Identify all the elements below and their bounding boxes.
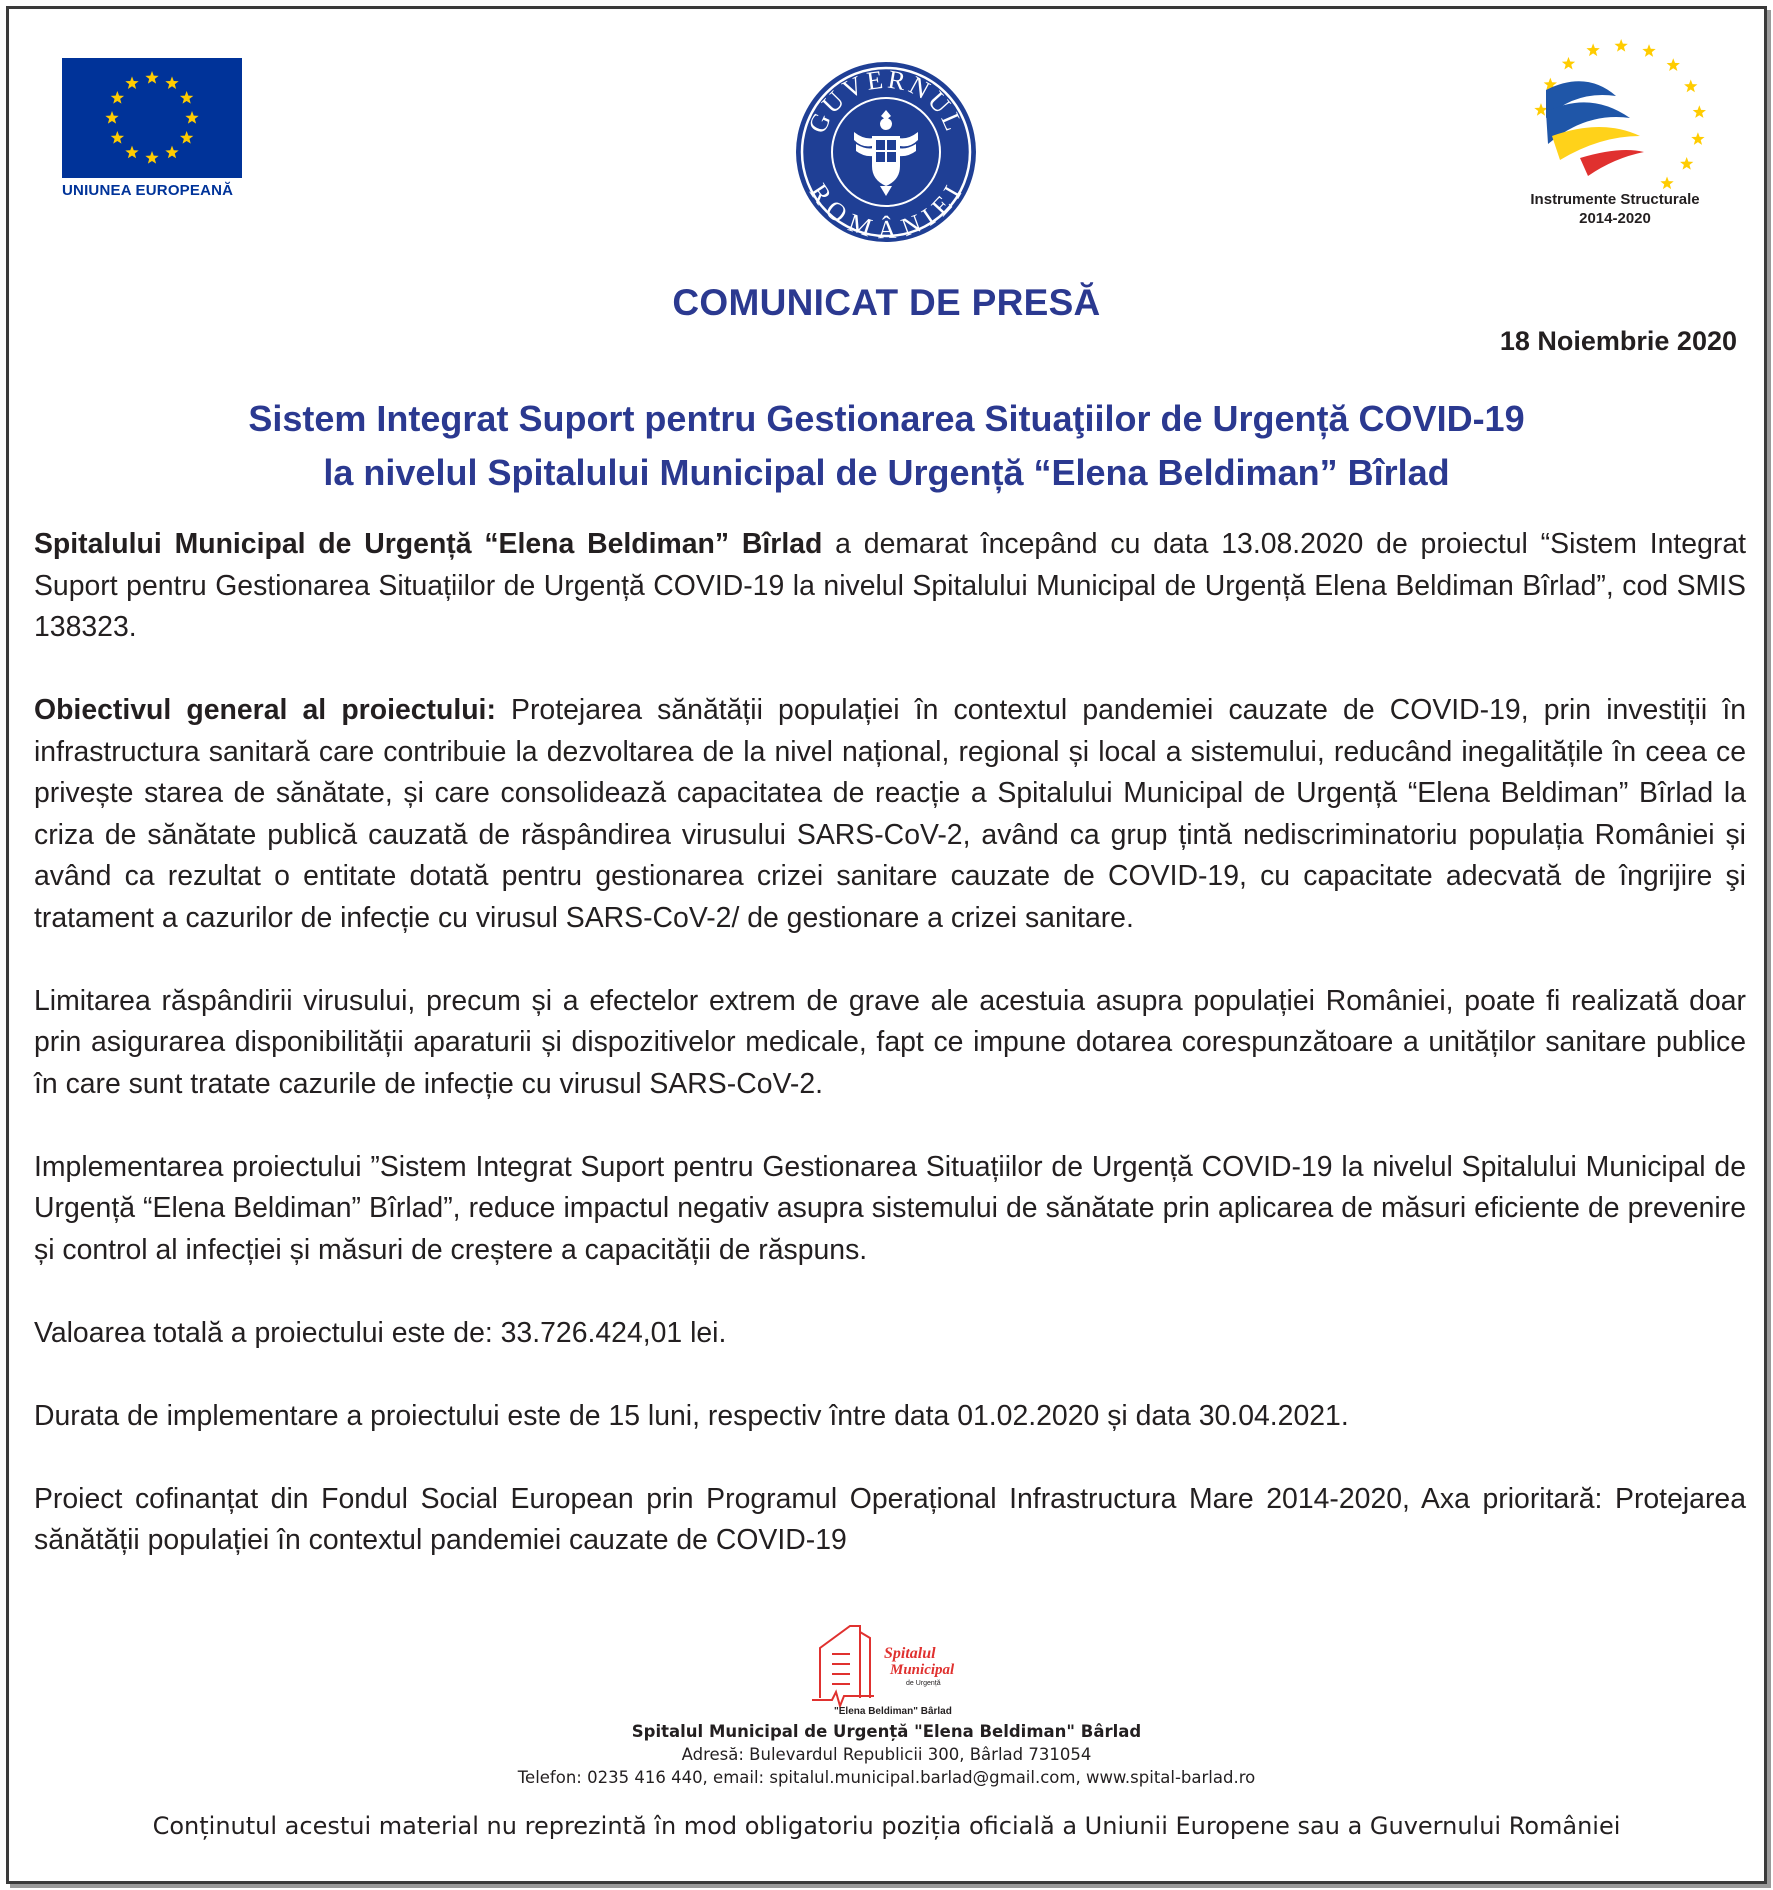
eu-star-icon bbox=[125, 76, 138, 89]
intro-text: a demarat începând cu data 13.08.2020 de proiectul “Sistem Integrat Suport pentru Gestionarea Situațiilor de Urgență COVID-19 la nivelul Spitalului Municipal de Urgență Elena Beldiman Bîrlad”, cod SMIS 138323. bbox=[34, 528, 1746, 643]
hospital-building-icon bbox=[812, 1618, 962, 1718]
is-label-line1: Instrumente Structurale bbox=[1530, 191, 1700, 208]
hospital-logo-name: "Elena Beldiman" Bârlad bbox=[834, 1706, 952, 1717]
paragraph-limitation: Limitarea răspândirii virusului, precum și a efectelor extrem de grave ale acestuia asupra populației României, poate fi realizată doar prin asigurarea disponibilității aparaturii și dispozitivelor medicale, fapt ce impune dotarea corespunzătoare a unităților sanitare publice în care sunt tratate cazurile de infecție cu virusul SARS-CoV-2. bbox=[34, 984, 1746, 1100]
seal-text-top: GUVERNUL bbox=[802, 64, 970, 138]
contact-address: Adresă: Bulevardul Republicii 300, Bârlad 731054 bbox=[681, 1745, 1092, 1764]
contact-phone-email: Telefon: 0235 416 440, email: spitalul.municipal.barlad@gmail.com, www.spital-barlad.ro bbox=[517, 1768, 1256, 1787]
eu-star-icon bbox=[180, 91, 193, 104]
intro-bold: Spitalului Municipal de Urgență “Elena Beldiman” Bîrlad bbox=[34, 528, 823, 560]
objective-text: Protejarea sănătății populației în contextul pandemiei cauzate de COVID-19, prin investiții în infrastructura sanitară care contribuie la dezvoltarea de la nivel național, regional și local a sistemului, reducând inegalitățile în ceea ce privește starea de sănătate, și care consolidează capacitatea de reacție a Spitalului Municipal de Urgență “Elena Beldiman” Bîrlad la criza de sănătate publică cauzată de răspândirea virusului SARS-CoV-2, având ca grup țintă nediscriminatoriu populația României și având ca rezultat o entitate dotată pentru gestionarea crizei sanitare cauzate de COVID-19, cu capacitate adecvată de îngrijire şi tratament a cazurilor de infecție cu virusul SARS-CoV-2/ de gestionare a crizei sanitare. bbox=[34, 694, 1746, 934]
eu-star-icon bbox=[105, 111, 118, 124]
hospital-logo-word1: Spitalul bbox=[884, 1645, 936, 1662]
seal-text-bottom: ROMÂNIEI bbox=[803, 178, 970, 244]
is-star-icon bbox=[1642, 44, 1655, 57]
paragraph-implementation: Implementarea proiectului ”Sistem Integrat Suport pentru Gestionarea Situațiilor de Urgență COVID-19 la nivelul Spitalului Municipal de Urgență “Elena Beldiman” Bîrlad”, reduce impactul negativ asupra sistemului de sănătate prin aplicarea de măsuri eficiente de prevenire și control al infecției și măsuri de creștere a capacității de răspuns. bbox=[34, 1150, 1746, 1266]
eu-star-icon bbox=[111, 91, 124, 104]
paragraph-duration: Durata de implementare a proiectului este de 15 luni, respectiv între data 01.02.2020 și data 30.04.2021. bbox=[34, 1399, 1349, 1432]
hospital-contact bbox=[0, 1720, 1773, 1789]
eu-star-icon bbox=[145, 71, 158, 84]
is-star-icon bbox=[1680, 157, 1693, 170]
headline-line-2: la nivelul Spitalului Municipal de Urgență “Elena Beldiman” Bîrlad bbox=[323, 452, 1450, 493]
contact-hospital-name: Spitalul Municipal de Urgență "Elena Beldiman" Bârlad bbox=[631, 1722, 1142, 1741]
press-release-title: COMUNICAT DE PRESĂ bbox=[672, 282, 1101, 323]
release-date: 18 Noiembrie 2020 bbox=[1499, 326, 1737, 356]
is-star-icon bbox=[1693, 105, 1706, 118]
project-headline bbox=[60, 392, 1713, 500]
is-label-line2: 2014-2020 bbox=[1579, 210, 1651, 227]
is-star-icon bbox=[1534, 103, 1547, 116]
paragraph-cofinancing: Proiect cofinanțat din Fondul Social European prin Programul Operațional Infrastructura Mare 2014-2020, Axa prioritară: Protejarea sănătății populației în contextul pandemiei cauzate de COVID-19 bbox=[34, 1482, 1746, 1556]
hospital-logo-word3: de Urgență bbox=[906, 1680, 941, 1687]
structural-instruments-logo bbox=[1510, 32, 1720, 232]
objective-bold: Obiectivul general al proiectului: bbox=[34, 694, 496, 726]
paragraph-objective bbox=[34, 690, 1746, 939]
eu-flag-icon bbox=[62, 58, 242, 178]
is-star-icon bbox=[1586, 43, 1599, 56]
eu-star-icon bbox=[165, 146, 178, 159]
hospital-logo bbox=[812, 1618, 962, 1718]
eu-stars-icon bbox=[62, 58, 242, 178]
paragraph-value: Valoarea totală a proiectului este de: 33.726.424,01 lei. bbox=[34, 1316, 727, 1349]
eu-star-icon bbox=[165, 76, 178, 89]
government-seal-logo bbox=[794, 60, 978, 244]
structural-instruments-label bbox=[1510, 190, 1720, 228]
is-star-icon bbox=[1684, 80, 1697, 93]
is-star-icon bbox=[1614, 39, 1627, 52]
is-star-icon bbox=[1660, 176, 1673, 189]
eu-star-icon bbox=[111, 131, 124, 144]
paragraph-intro bbox=[34, 524, 1746, 649]
eu-label: UNIUNEA EUROPEANĂ bbox=[62, 182, 234, 199]
eu-logo bbox=[62, 58, 242, 204]
eu-star-icon bbox=[145, 151, 158, 164]
government-seal-icon bbox=[794, 60, 978, 244]
is-star-icon bbox=[1562, 57, 1575, 70]
eu-disclaimer: Conținutul acestui material nu reprezintă în mod obligatoriu poziția oficială a Uniunii Europene sau a Guvernului României bbox=[152, 1812, 1621, 1840]
body-text bbox=[34, 524, 1746, 1603]
headline-line-1: Sistem Integrat Suport pentru Gestionarea Situaţiilor de Urgență COVID-19 bbox=[248, 398, 1525, 439]
hospital-logo-word2: Municipal bbox=[890, 1662, 955, 1678]
is-star-icon bbox=[1691, 132, 1704, 145]
is-star-icon bbox=[1667, 58, 1680, 71]
eu-star-icon bbox=[185, 111, 198, 124]
eu-star-icon bbox=[180, 131, 193, 144]
structural-instruments-icon bbox=[1510, 32, 1720, 192]
eu-star-icon bbox=[125, 146, 138, 159]
